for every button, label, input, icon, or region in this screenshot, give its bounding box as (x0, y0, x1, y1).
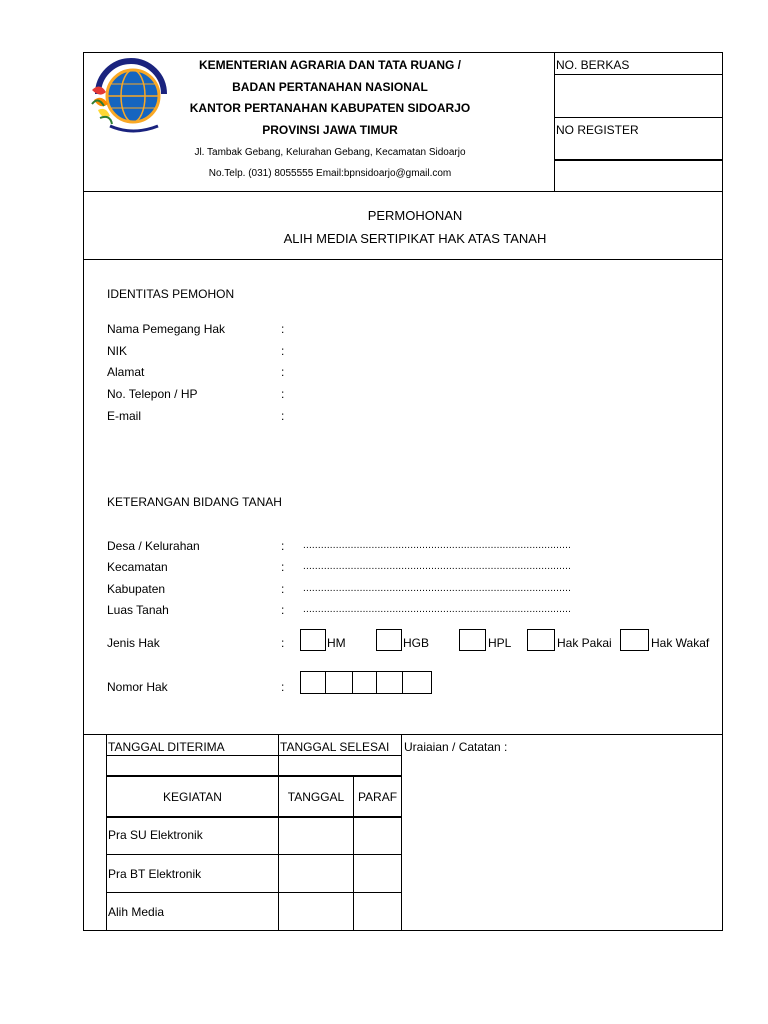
frame-left (83, 52, 84, 931)
colon: : (281, 560, 285, 574)
form-title: PERMOHONAN (367, 208, 463, 223)
paraf-header: PARAF (357, 790, 398, 804)
frame-top (83, 52, 723, 53)
colon: : (281, 322, 285, 336)
row-line-3 (106, 816, 402, 818)
row-line-4 (106, 854, 402, 855)
colon: : (281, 582, 285, 596)
col-divider-1 (278, 734, 279, 931)
option-hak-pakai-label: Hak Pakai (557, 636, 612, 650)
kegiatan-header: KEGIATAN (163, 790, 222, 804)
checkbox-hgb[interactable] (376, 629, 402, 651)
option-hm-label: HM (327, 636, 346, 650)
nomor-hak-cell[interactable] (325, 671, 353, 694)
checkbox-hak-pakai[interactable] (527, 629, 555, 651)
field-email-label: E-mail (107, 409, 142, 423)
option-hgb-label: HGB (403, 636, 430, 650)
field-luas-label: Luas Tanah (107, 603, 169, 617)
tanggal-selesai-header: TANGGAL SELESAI (280, 740, 390, 754)
kecamatan-dotted-field[interactable]: .......................................................................................... (303, 561, 572, 572)
row-line-5 (106, 892, 402, 893)
nomor-hak-label: Nomor Hak (107, 680, 168, 694)
colon: : (281, 636, 285, 650)
header-agency: BADAN PERTANAHAN NASIONAL (232, 80, 428, 94)
header-bottom-line (83, 191, 723, 192)
checkbox-hpl[interactable] (459, 629, 486, 651)
field-desa-label: Desa / Kelurahan (107, 539, 200, 553)
option-hpl-label: HPL (488, 636, 512, 650)
colon: : (281, 680, 285, 694)
colon: : (281, 387, 285, 401)
header-ministry: KEMENTERIAN AGRARIA DAN TATA RUANG / (199, 58, 461, 72)
colon: : (281, 539, 285, 553)
row-line-2 (106, 775, 402, 777)
header-right-divider (554, 52, 555, 192)
field-kabupaten-label: Kabupaten (107, 582, 166, 596)
option-hak-wakaf-label: Hak Wakaf (651, 636, 710, 650)
nomor-hak-cell[interactable] (376, 671, 403, 694)
field-kecamatan-label: Kecamatan (107, 560, 168, 574)
kegiatan-row-label: Pra SU Elektronik (108, 828, 203, 842)
kegiatan-row-label: Alih Media (108, 905, 165, 919)
header-address: Jl. Tambak Gebang, Kelurahan Gebang, Kecamatan Sidoarjo (194, 147, 466, 158)
uraian-catatan-label: Uraiaian / Catatan : (404, 740, 508, 754)
row-line-1 (106, 755, 402, 756)
kegiatan-row-label: Pra BT Elektronik (108, 867, 202, 881)
frame-bottom (83, 930, 723, 931)
form-subtitle: ALIH MEDIA SERTIPIKAT HAK ATAS TANAH (283, 231, 547, 246)
identitas-heading: IDENTITAS PEMOHON (107, 287, 235, 301)
berkas-line (554, 74, 723, 75)
bottom-table-top (83, 734, 723, 735)
luas-dotted-field[interactable]: .......................................................................................... (303, 604, 572, 615)
tanggal-header: TANGGAL (287, 790, 345, 804)
checkbox-hak-wakaf[interactable] (620, 629, 649, 651)
field-alamat-label: Alamat (107, 365, 145, 379)
colon: : (281, 365, 285, 379)
no-berkas-label: NO. BERKAS (556, 58, 630, 72)
colon: : (281, 409, 285, 423)
col-divider-2 (401, 734, 402, 931)
header-province: PROVINSI JAWA TIMUR (262, 123, 398, 137)
bidang-heading: KETERANGAN BIDANG TANAH (107, 495, 282, 509)
field-nama-label: Nama Pemegang Hak (107, 322, 226, 336)
frame-right (722, 52, 723, 931)
register-line (554, 159, 723, 161)
bottom-table-left (106, 734, 107, 931)
tanggal-diterima-header: TANGGAL DITERIMA (108, 740, 225, 754)
nomor-hak-cell[interactable] (402, 671, 432, 694)
title-bottom-line (83, 259, 723, 260)
kabupaten-dotted-field[interactable]: .......................................................................................... (303, 583, 572, 594)
field-telepon-label: No. Telepon / HP (107, 387, 198, 401)
nomor-hak-cell[interactable] (300, 671, 326, 694)
no-register-label: NO REGISTER (556, 123, 639, 137)
jenis-hak-label: Jenis Hak (107, 636, 160, 650)
field-nik-label: NIK (107, 344, 128, 358)
bpn-logo (88, 54, 174, 138)
nomor-hak-cell[interactable] (352, 671, 377, 694)
colon: : (281, 344, 285, 358)
berkas-bottom-line (554, 117, 723, 118)
checkbox-hm[interactable] (300, 629, 326, 651)
header-contact: No.Telp. (031) 8055555 Email:bpnsidoarjo@gmail.com (208, 168, 452, 179)
header-office: KANTOR PERTANAHAN KABUPATEN SIDOARJO (189, 101, 471, 115)
desa-dotted-field[interactable]: .......................................................................................... (303, 540, 572, 551)
colon: : (281, 603, 285, 617)
